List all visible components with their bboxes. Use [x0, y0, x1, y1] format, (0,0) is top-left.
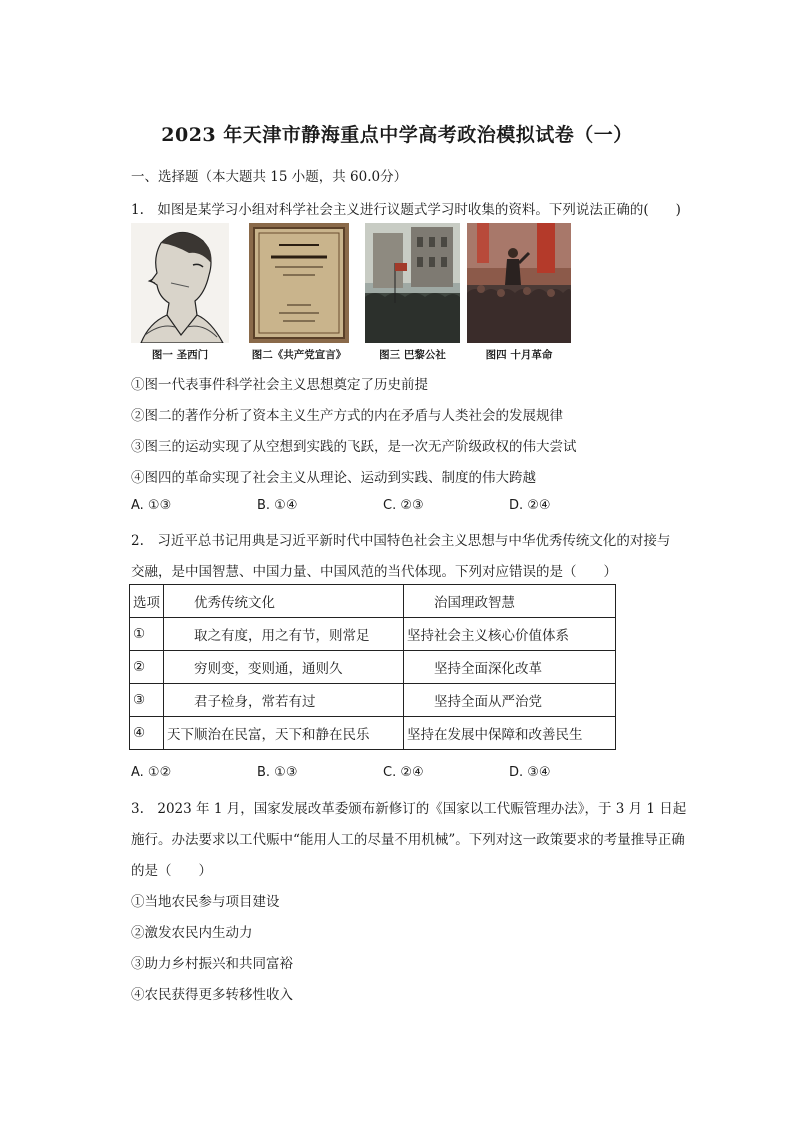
table-row [130, 717, 616, 750]
q3-stem-line-2: 施行。办法要求以工代赈中“能用人工的尽量不用机械”。下列对这一政策要求的考量推导正确 [131, 832, 685, 848]
q1-statement-2: ②图二的著作分析了资本主义生产方式的内在矛盾与人类社会的发展规律 [131, 408, 563, 424]
figure-3 [365, 223, 460, 362]
table-cell: 天下顺治在民富，天下和静在民乐 [164, 717, 404, 750]
q1-figure-row [131, 223, 571, 363]
table-header-row [130, 585, 616, 618]
q2-option-a[interactable]: A. ①② [131, 765, 172, 780]
q1-statement-4: ④图四的革命实现了社会主义从理论、运动到实践、制度的伟大跨越 [131, 470, 536, 486]
q2-table [129, 584, 616, 750]
q3-stem-line-3: 的是（ ） [131, 863, 212, 879]
table-row [130, 684, 616, 717]
q1-option-c[interactable]: C. ②③ [383, 498, 424, 513]
q2-option-c[interactable]: C. ②④ [383, 765, 424, 780]
table-cell: 坚持在发展中保障和改善民生 [404, 717, 616, 750]
table-row [130, 618, 616, 651]
q3-statement-3: ③助力乡村振兴和共同富裕 [131, 956, 293, 972]
table-cell: 穷则变，变则通，通则久 [164, 651, 404, 684]
table-cell: 坚持全面从严治党 [404, 684, 616, 717]
q1-option-b[interactable]: B. ①④ [257, 498, 298, 513]
paris-commune-image [365, 223, 460, 343]
figure-4 [467, 223, 571, 362]
table-cell: ① [130, 618, 164, 651]
table-cell: 坚持全面深化改革 [404, 651, 616, 684]
q3-stem-line-1: 3. 2023 年 1 月，国家发展改革委颁布新修订的《国家以工代赈管理办法》，于 3 月 1 日起 [131, 801, 687, 817]
q3-statement-1: ①当地农民参与项目建设 [131, 894, 280, 910]
table-header-cell: 优秀传统文化 [164, 585, 404, 618]
table-cell: ④ [130, 717, 164, 750]
q3-statement-2: ②激发农民内生动力 [131, 925, 253, 941]
q1-stem: 1. 如图是某学习小组对科学社会主义进行议题式学习时收集的资料。下列说法正确的( ) [131, 202, 681, 218]
figure-1-caption: 图一 圣西门 [151, 349, 209, 361]
table-cell: ② [130, 651, 164, 684]
section-heading: 一、选择题（本大题共 15 小题，共 60.0分） [131, 169, 408, 185]
q2-stem-line-2: 交融，是中国智慧、中国力量、中国风范的当代体现。下列对应错误的是（ ） [131, 564, 617, 580]
figure-2-caption: 图二《共产党宣言》 [251, 349, 347, 361]
table-header-cell: 治国理政智慧 [404, 585, 616, 618]
q1-statement-3: ③图三的运动实现了从空想到实践的飞跃，是一次无产阶级政权的伟大尝试 [131, 439, 577, 455]
october-revolution-image [467, 223, 571, 343]
table-cell: 君子检身，常若有过 [164, 684, 404, 717]
figure-3-caption: 图三 巴黎公社 [379, 349, 446, 361]
portrait-image [131, 223, 229, 343]
table-cell: 坚持社会主义核心价值体系 [404, 618, 616, 651]
q1-statement-1: ①图一代表事件科学社会主义思想奠定了历史前提 [131, 377, 428, 393]
table-cell: ③ [130, 684, 164, 717]
table-cell: 取之有度，用之有节，则常足 [164, 618, 404, 651]
table-header-cell: 选项 [130, 585, 164, 618]
figure-2 [249, 223, 349, 362]
page-title: 2023 年天津市静海重点中学高考政治模拟试卷（一） [161, 124, 633, 146]
q2-option-b[interactable]: B. ①③ [257, 765, 298, 780]
table-row [130, 651, 616, 684]
figure-1 [131, 223, 229, 362]
q2-stem-line-1: 2. 习近平总书记用典是习近平新时代中国特色社会主义思想与中华优秀传统文化的对接与 [131, 533, 671, 549]
q1-option-d[interactable]: D. ②④ [509, 498, 551, 513]
manifesto-cover-image [249, 223, 349, 343]
figure-4-caption: 图四 十月革命 [485, 349, 553, 361]
q1-option-a[interactable]: A. ①③ [131, 498, 172, 513]
q3-statement-4: ④农民获得更多转移性收入 [131, 987, 293, 1003]
q2-option-d[interactable]: D. ③④ [509, 765, 551, 780]
